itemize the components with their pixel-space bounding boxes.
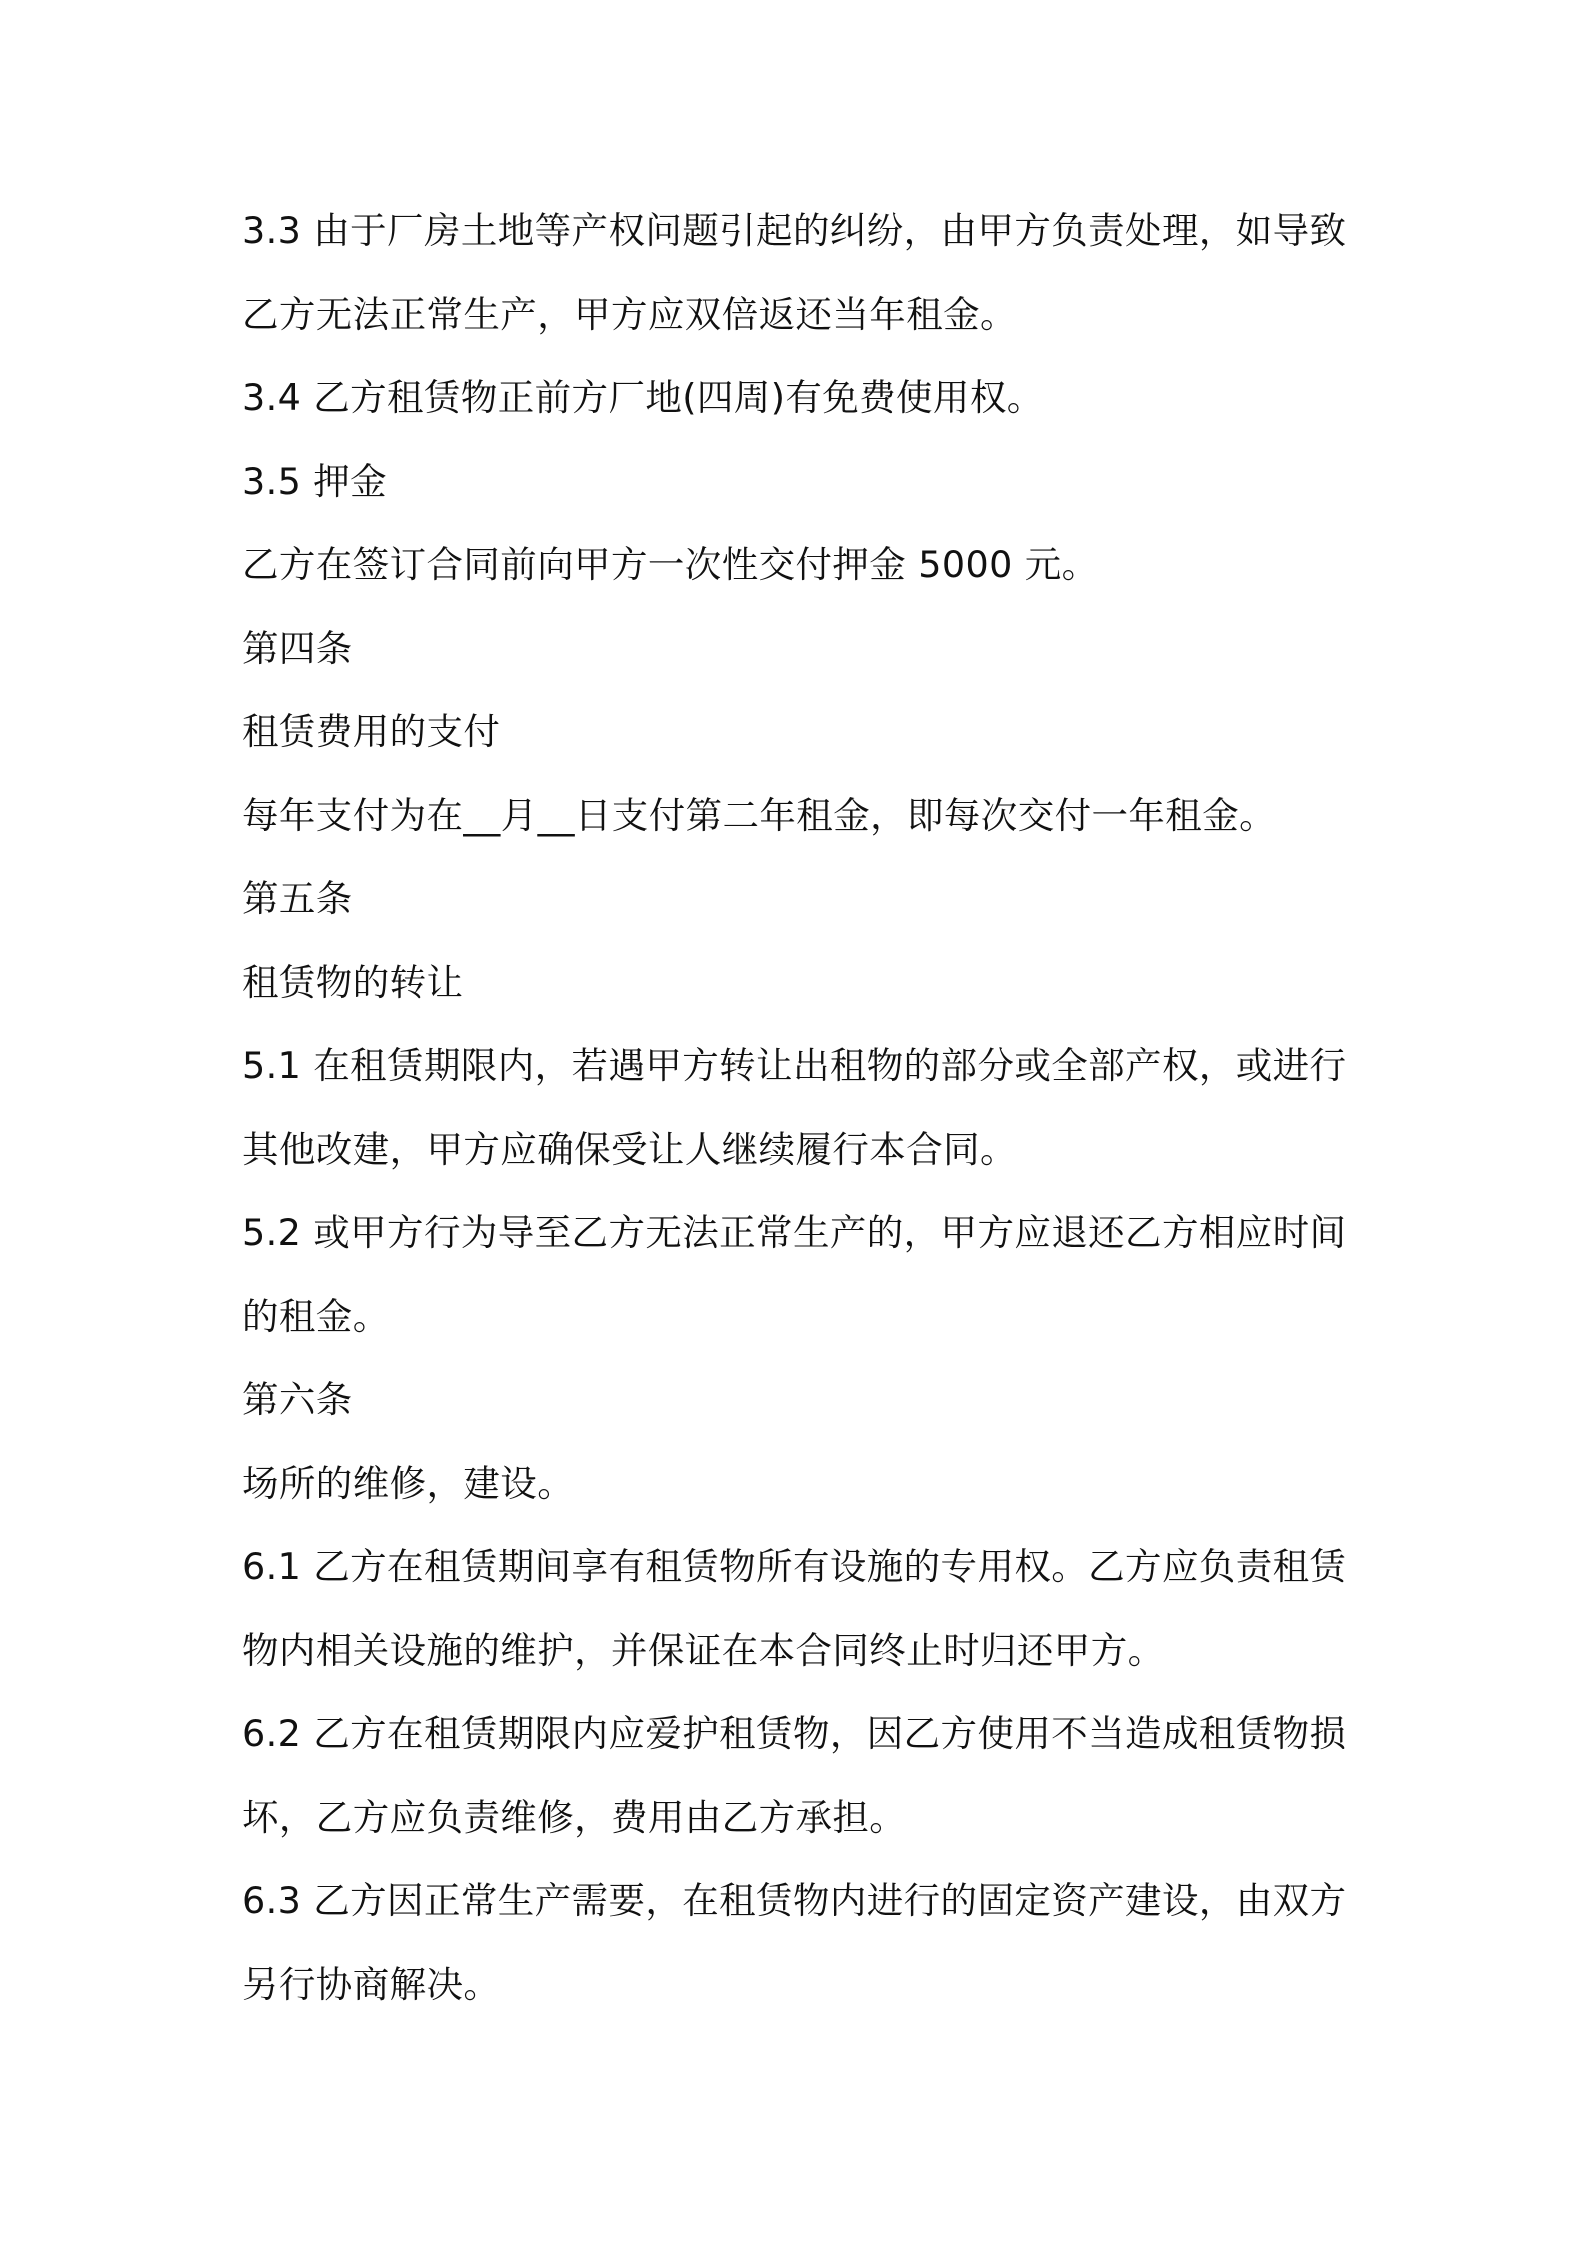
clause-3-3-line-1: 3.3 由于厂房土地等产权问题引起的纠纷，由甲方负责处理，如导致 bbox=[242, 209, 1347, 252]
clause-6-2-line-2: 坏，乙方应负责维修，费用由乙方承担。 bbox=[242, 1795, 907, 1839]
clause-6-3-line-2: 另行协商解决。 bbox=[242, 1962, 501, 2006]
clause-3-5-heading: 3.5 押金 bbox=[242, 459, 388, 503]
article-6-heading: 第六条 bbox=[242, 1378, 353, 1421]
clause-3-4: 3.4 乙方租赁物正前方厂地(四周)有免费使用权。 bbox=[242, 376, 1044, 419]
clause-5-2-line-1: 5.2 或甲方行为导至乙方无法正常生产的，甲方应退还乙方相应时间 bbox=[242, 1211, 1347, 1254]
clause-5-1-line-2: 其他改建，甲方应确保受让人继续履行本合同。 bbox=[242, 1127, 1017, 1171]
clause-3-5-text: 乙方在签订合同前向甲方一次性交付押金 5000 元。 bbox=[242, 543, 1099, 586]
clause-6-1-line-1: 6.1 乙方在租赁期间享有租赁物所有设施的专用权。乙方应负责租赁 bbox=[242, 1545, 1347, 1588]
article-6-title: 场所的维修，建设。 bbox=[242, 1461, 575, 1505]
clause-6-3-line-1: 6.3 乙方因正常生产需要，在租赁物内进行的固定资产建设，由双方 bbox=[242, 1879, 1347, 1922]
article-4-heading: 第四条 bbox=[242, 626, 353, 670]
contract-body bbox=[242, 196, 1362, 2033]
clause-3-3-line-2: 乙方无法正常生产，甲方应双倍返还当年租金。 bbox=[242, 292, 1017, 336]
clause-6-2-line-1: 6.2 乙方在租赁期限内应爱护租赁物，因乙方使用不当造成租赁物损 bbox=[242, 1712, 1347, 1755]
clause-5-2-line-2: 的租金。 bbox=[242, 1294, 390, 1338]
article-5-title: 租赁物的转让 bbox=[242, 960, 464, 1004]
clause-5-1-line-1: 5.1 在租赁期限内，若遇甲方转让出租物的部分或全部产权，或进行 bbox=[242, 1044, 1347, 1087]
clause-6-1-line-2: 物内相关设施的维护，并保证在本合同终止时归还甲方。 bbox=[242, 1628, 1165, 1672]
article-5-heading: 第五条 bbox=[242, 877, 353, 920]
article-4-title: 租赁费用的支付 bbox=[242, 710, 501, 753]
article-4-text: 每年支付为在__月__日支付第二年租金，即每次交付一年租金。 bbox=[242, 793, 1276, 837]
